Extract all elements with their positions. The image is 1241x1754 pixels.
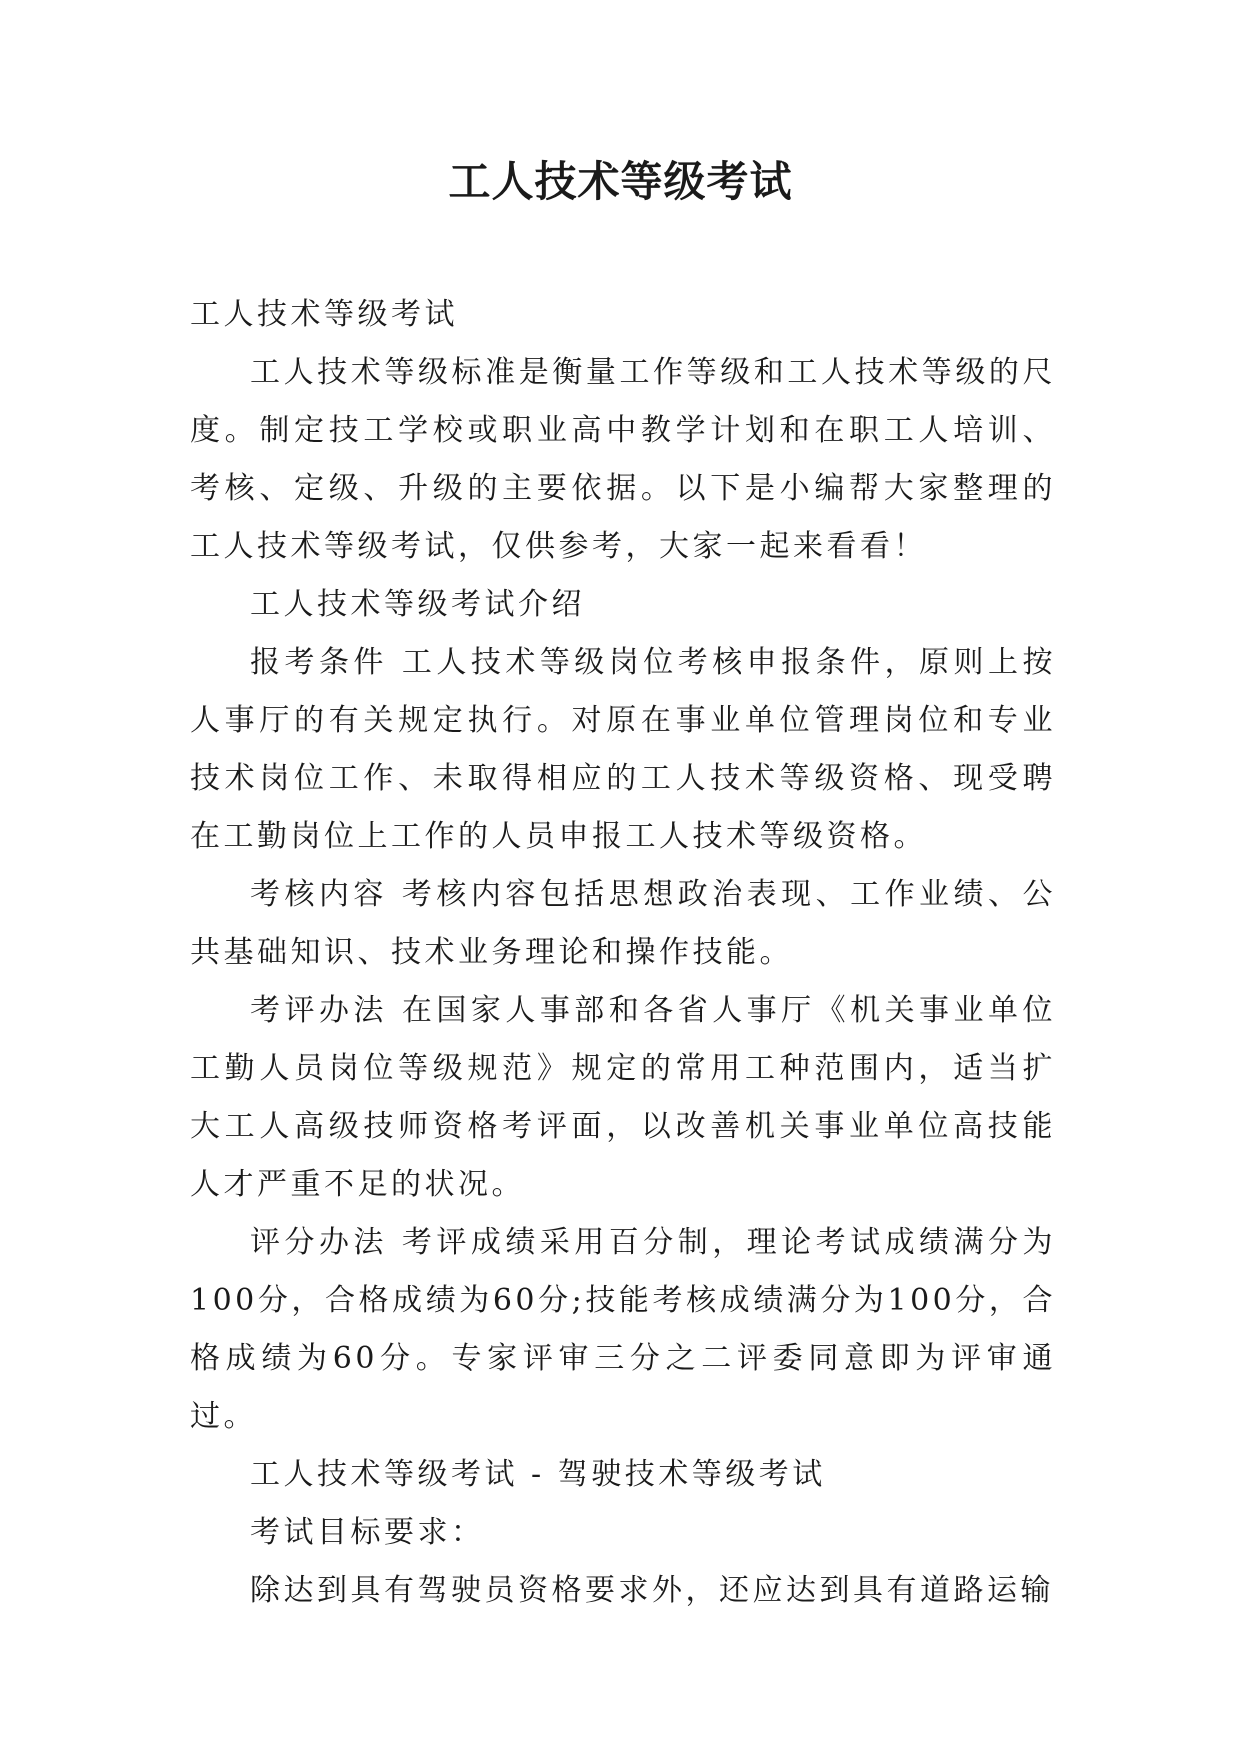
paragraph-requirements: 除达到具有驾驶员资格要求外，还应达到具有道路运输: [250, 1573, 1054, 1608]
document-title: 工人技术等级考试: [448, 157, 793, 206]
paragraph-eligibility: 报考条件 工人技术等级岗位考核申报条件，原则上按人事厅的有关规定执行。对原在事业单位管理岗位和专业技术岗位工作、未取得相应的工人技术等级资格、现受聘在工勤岗位上工作的人员申报工人技术等级资格。: [190, 645, 1056, 854]
paragraph-assessment-content: 考核内容 考核内容包括思想政治表现、工作业绩、公共基础知识、技术业务理论和操作技能。: [190, 877, 1056, 970]
paragraph-heading: 工人技术等级考试: [190, 297, 458, 332]
document-body: [190, 286, 1056, 1620]
paragraph-exam-goals: 考试目标要求：: [250, 1515, 485, 1550]
paragraph-section-driving: 工人技术等级考试 - 驾驶技术等级考试: [250, 1457, 826, 1492]
paragraph-intro: 工人技术等级标准是衡量工作等级和工人技术等级的尺度。制定技工学校或职业高中教学计划和在职工人培训、考核、定级、升级的主要依据。以下是小编帮大家整理的工人技术等级考试，仅供参考，大家一起来看看！: [190, 355, 1056, 564]
paragraph-scoring-method: 评分办法 考评成绩采用百分制，理论考试成绩满分为100分，合格成绩为60分;技能考核成绩满分为100分，合格成绩为60分。专家评审三分之二评委同意即为评审通过。: [190, 1225, 1056, 1434]
paragraph-section-intro: 工人技术等级考试介绍: [250, 587, 585, 622]
paragraph-evaluation-method: 考评办法 在国家人事部和各省人事厅《机关事业单位工勤人员岗位等级规范》规定的常用工种范围内，适当扩大工人高级技师资格考评面，以改善机关事业单位高技能人才严重不足的状况。: [190, 993, 1056, 1202]
